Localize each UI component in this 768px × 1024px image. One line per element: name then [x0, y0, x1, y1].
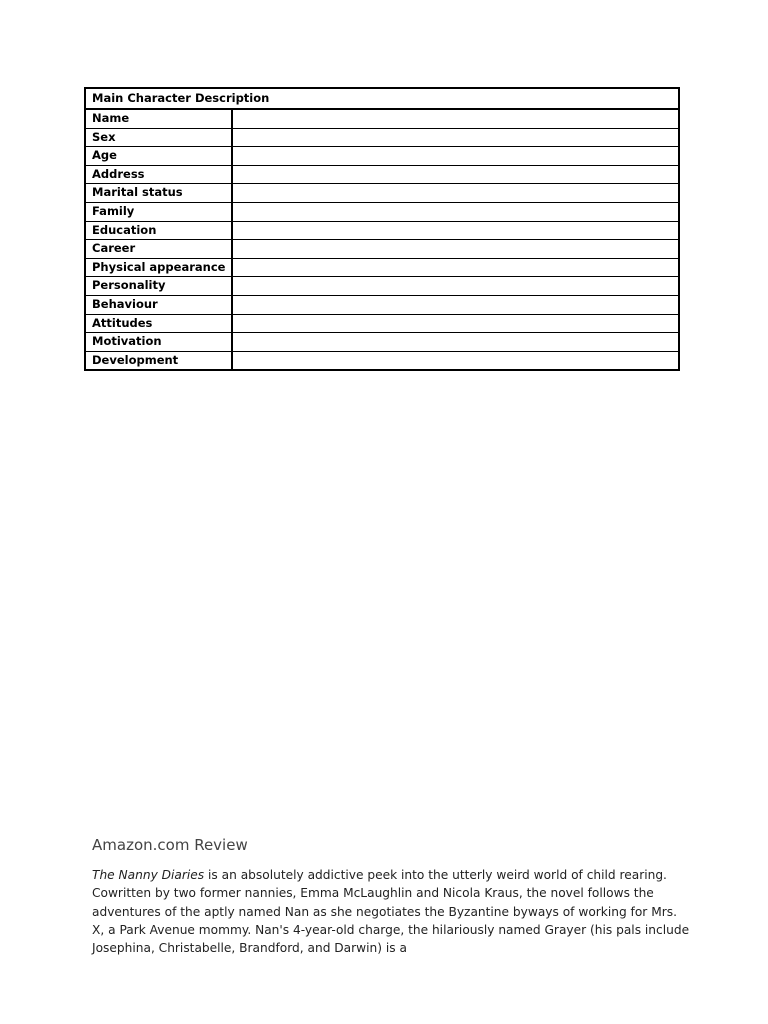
- row-value[interactable]: [232, 184, 679, 203]
- table-row: [85, 147, 679, 166]
- table-row: [85, 202, 679, 221]
- table-row: [85, 128, 679, 147]
- row-label: Attitudes: [85, 314, 232, 333]
- character-description-table: [84, 87, 680, 371]
- table-body: [85, 88, 679, 370]
- row-label: Marital status: [85, 184, 232, 203]
- row-label: Age: [85, 147, 232, 166]
- table-row: [85, 314, 679, 333]
- row-label: Career: [85, 240, 232, 259]
- row-value[interactable]: [232, 240, 679, 259]
- row-label: Sex: [85, 128, 232, 147]
- table-row: [85, 240, 679, 259]
- row-label: Personality: [85, 277, 232, 296]
- row-value[interactable]: [232, 202, 679, 221]
- row-value[interactable]: [232, 147, 679, 166]
- row-label: Development: [85, 351, 232, 370]
- row-label: Address: [85, 165, 232, 184]
- table-row: [85, 277, 679, 296]
- table-row: [85, 221, 679, 240]
- review-body: [92, 866, 692, 957]
- row-label: Physical appearance: [85, 258, 232, 277]
- review-section: [92, 836, 692, 957]
- row-value[interactable]: [232, 351, 679, 370]
- table-row: [85, 333, 679, 352]
- table-title: Main Character Description: [85, 88, 679, 109]
- row-value[interactable]: [232, 277, 679, 296]
- review-text: is an absolutely addictive peek into the utterly weird world of child rearing. Cowritten by two former nannies, Emma McLaughlin and Nicola Kraus, the novel follows the adventures of the aptly named Nan as she negotiates the Byzantine byways of working for Mrs. X, a Park Avenue mommy. Nan's 4-year-old charge, the hilariously named Grayer (his pals include Josephina, Christabelle, Brandford, and Darwin) is a: [92, 868, 690, 956]
- table-row: [85, 351, 679, 370]
- row-label: Behaviour: [85, 295, 232, 314]
- book-title: The Nanny Diaries: [92, 868, 205, 882]
- table-row: [85, 295, 679, 314]
- review-heading: Amazon.com Review: [92, 836, 248, 854]
- row-value[interactable]: [232, 165, 679, 184]
- row-value[interactable]: [232, 109, 679, 128]
- row-value[interactable]: [232, 295, 679, 314]
- row-label: Motivation: [85, 333, 232, 352]
- row-value[interactable]: [232, 128, 679, 147]
- table-row: [85, 109, 679, 128]
- row-value[interactable]: [232, 314, 679, 333]
- row-label: Education: [85, 221, 232, 240]
- row-value[interactable]: [232, 333, 679, 352]
- table-header-row: [85, 88, 679, 109]
- row-value[interactable]: [232, 221, 679, 240]
- table-row: [85, 258, 679, 277]
- table-row: [85, 165, 679, 184]
- table-row: [85, 184, 679, 203]
- row-label: Name: [85, 109, 232, 128]
- row-value[interactable]: [232, 258, 679, 277]
- row-label: Family: [85, 202, 232, 221]
